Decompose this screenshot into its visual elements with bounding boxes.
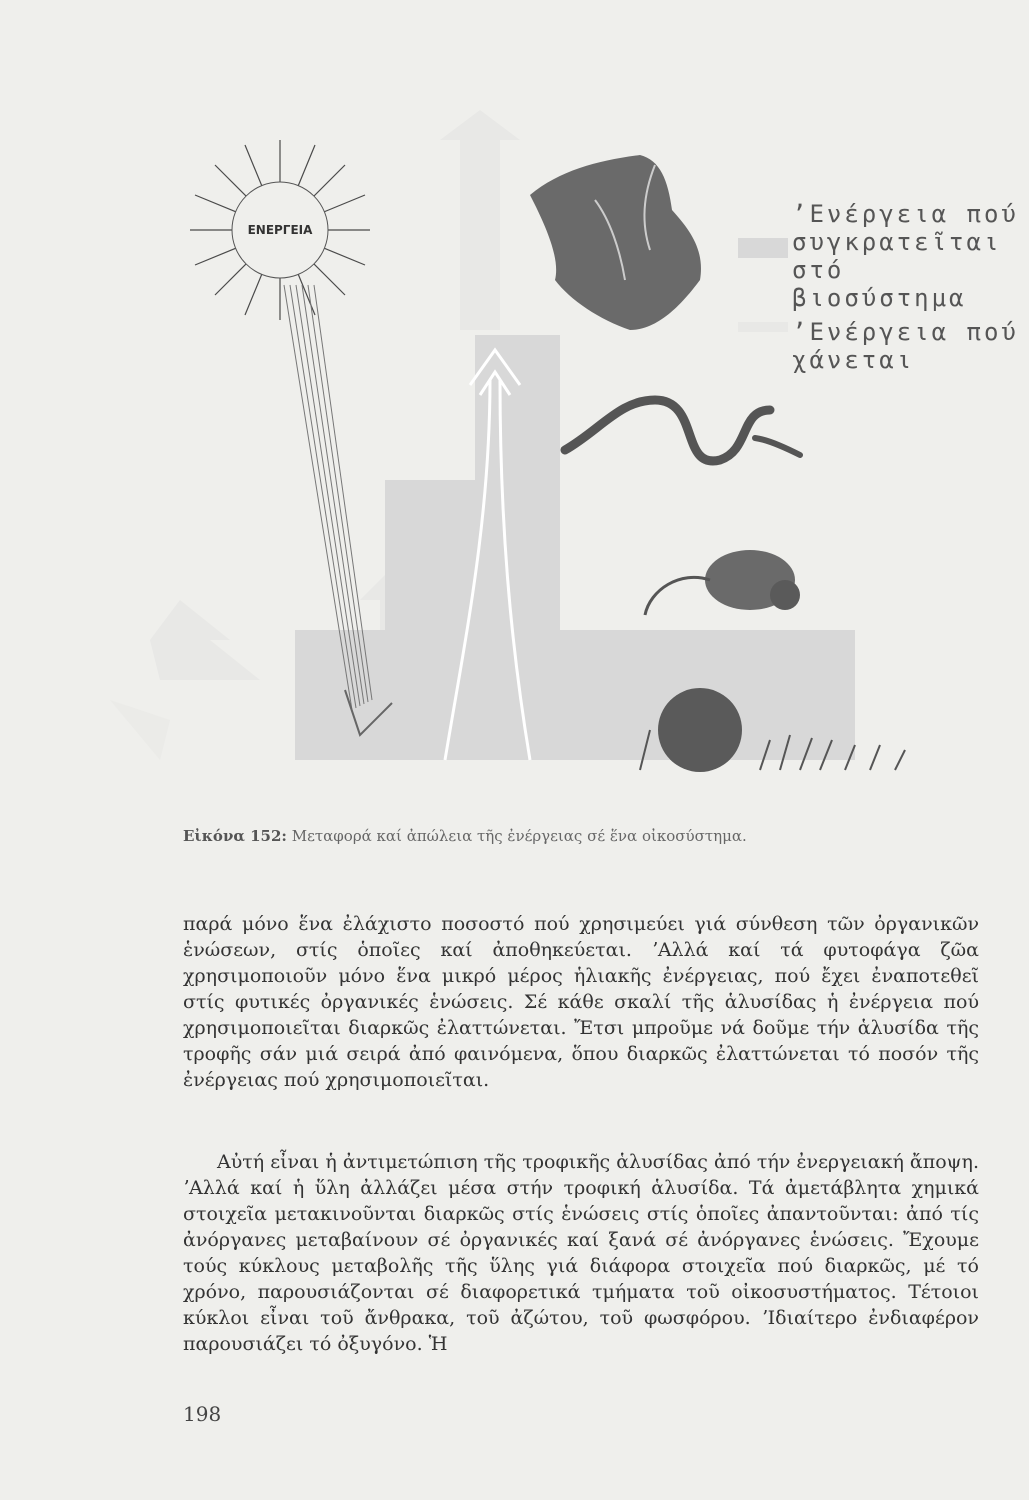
body-paragraph-2: Αὐτή εἶναι ἡ ἀντιμετώπιση τῆς τροφικῆς ἁλυσίδας ἀπό τήν ἐνεργειακή ἄποψη. ʼΑλλά καί ἡ ὕλη ἀλλάζει μέσα στήν τροφική ἁλυσίδα. Τά ἀμετάβλητα χημικά στοιχεῖα μετακινοῦνται διαρκῶς στίς ἑνώσεις στίς ὁποῖες ἀπαντοῦνται: ἀπό τίς ἀνόργανες μεταβαίνουν σέ ὀργανικές καί ξανά σέ ἀνόργανες ἑνώσεις. Ἔχουμε τούς κύκλους μεταβολῆς τῆς ὕλης γιά διάφορα στοιχεῖα πού διαρκῶς, μέ τό χρόνο, παρουσιάζονται σέ διαφορετικά τμήματα τοῦ οἰκοσυστήματος. Τέτοιοι κύκλοι εἶναι τοῦ ἄνθρακα, τοῦ ἀζώτου, τοῦ φωσφόρου. ʼΙδιαίτερο ἐνδιαφέρον παρουσιάζει τό ὀξυγόνο. Ἡ: [183, 1151, 979, 1355]
sun-label: ΕΝΕΡΓΕΙΑ: [247, 223, 313, 237]
legend-swatch-lost: [738, 322, 788, 332]
legend-lost-line: ʼΕνέργεια πού: [792, 318, 1019, 346]
snake-icon: [565, 400, 800, 461]
eagle-icon: [530, 155, 701, 330]
legend-swatch-retained: [738, 238, 788, 258]
mouse-icon: [645, 550, 800, 615]
page-number: 198: [183, 1402, 222, 1426]
legend-retained-label: [792, 200, 1029, 312]
sun-icon: [190, 140, 370, 320]
caption-text: Μεταφορά καί ἀπώλεια τῆς ἐνέργειας σέ ἕνα οἰκοσύστημα.: [286, 827, 747, 845]
body-paragraph-1: παρά μόνο ἕνα ἐλάχιστο ποσοστό πού χρησιμεύει γιά σύνθεση τῶν ὀργανικῶν ἑνώσεων, στίς ὁποῖες καί ἀποθηκεύεται. ʼΑλλά καί τά φυτοφάγα ζῶα χρησιμοποιοῦν μόνο ἕνα μικρό μέρος ἡλιακῆς ἐνέργειας, πού ἔχει ἐναποτεθεῖ στίς φυτικές ὀργανικές ἑνώσεις. Σέ κάθε σκαλί τῆς ἁλυσίδας ἡ ἐνέργεια πού χρησιμοποιεῖται διαρκῶς ἐλαττώνεται. Ἔτσι μπροῦμε νά δοῦμε τήν ἁλυσίδα τῆς τροφῆς σάν μιά σειρά ἀπό φαινόμενα, ὅπου διαρκῶς ἐλαττώνεται τό ποσόν τῆς ἐνέργειας πού χρησιμοποιεῖται.: [183, 913, 979, 1091]
energy-pyramid: [295, 335, 855, 760]
legend-retained-line: στό βιοσύστημα: [792, 256, 967, 312]
legend-retained-line: ʼΕνέργεια πού: [792, 200, 1019, 228]
caption-label: Εἰκόνα 152:: [183, 827, 287, 845]
figure-caption: [183, 827, 747, 845]
legend-lost-line: χάνεται: [792, 346, 915, 374]
legend-lost-label: [792, 318, 1019, 374]
legend-retained-line: συγκρατεῖται: [792, 228, 1002, 256]
